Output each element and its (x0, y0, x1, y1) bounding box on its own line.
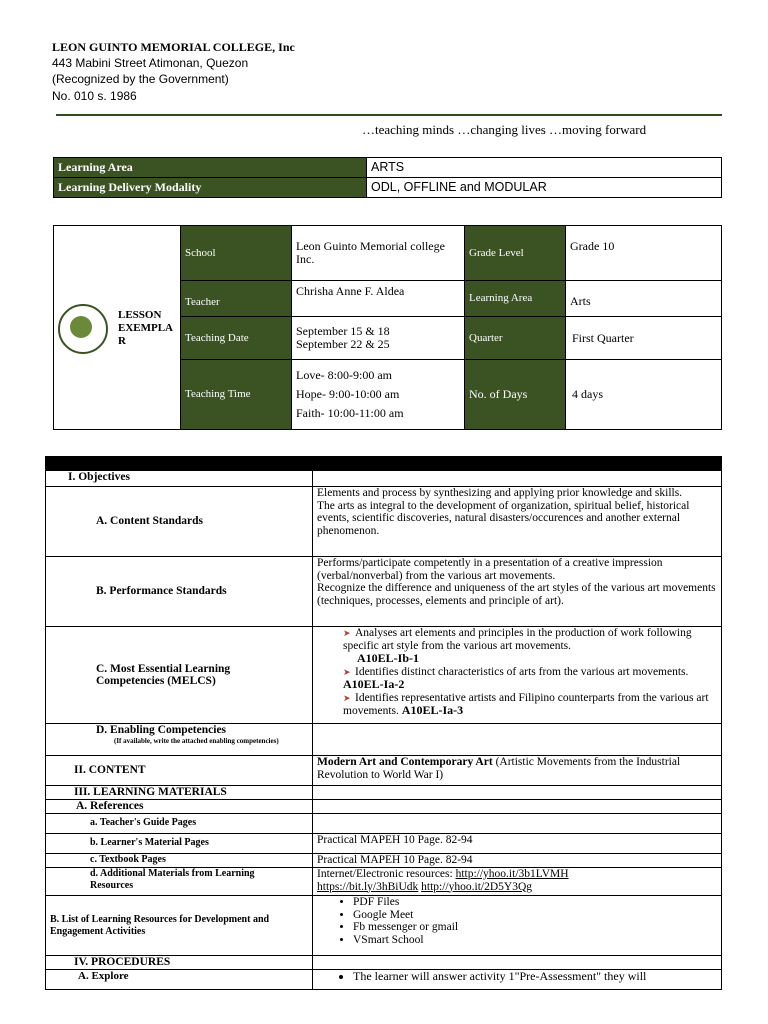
textbook-value: Practical MAPEH 10 Page. 82-94 (313, 854, 722, 868)
enabling-note: (If available, write the attached enabling competencies) (114, 736, 279, 745)
teacher-value: Chrisha Anne F. Aldea (292, 281, 465, 317)
performance-standards-value (313, 557, 722, 627)
additional-materials-value (313, 868, 722, 896)
school-value: Leon Guinto Memorial college Inc. (292, 226, 465, 281)
resource-link-3[interactable]: http://yhoo.it/2D5Y3Qg (421, 880, 533, 893)
explore-list (317, 970, 717, 983)
enabling-label-cell (46, 724, 313, 756)
learning-area-value: ARTS (367, 158, 722, 178)
explore-value (313, 970, 722, 990)
days-label: No. of Days (465, 360, 566, 430)
performance-standard-1: Performs/participate competently in a presentation of a creative impression (verbal/nonverbal) from the various art movements. (317, 557, 663, 582)
teaching-time-2: Hope- 9:00-10:00 am (296, 387, 400, 401)
teaching-date-value (292, 317, 465, 360)
modality-label: Learning Delivery Modality (54, 178, 367, 198)
learning-resources-label: B. List of Learning Resources for Development and Engagement Activities (46, 896, 313, 956)
content-standard-1: Elements and process by synthesizing and applying prior knowledge and skills. (317, 487, 683, 499)
additional-materials-prefix: Internet/Electronic resources: (317, 868, 456, 880)
arrow-bullet-icon: ➤ (343, 628, 351, 638)
arrow-bullet-icon: ➤ (343, 666, 351, 677)
school-label: School (181, 226, 292, 281)
references-heading: A. References (46, 800, 313, 814)
procedures-heading: IV. PROCEDURES (46, 956, 313, 970)
melc-text: Analyses art elements and principles in the production of work following specific art style from the various art movements. (343, 627, 692, 652)
enabling-value (313, 724, 722, 756)
main-table-header-bar (45, 456, 722, 470)
teaching-date-2: September 22 & 25 (296, 337, 390, 351)
modality-value: ODL, OFFLINE and MODULAR (367, 178, 722, 198)
motto: …teaching minds …changing lives …moving forward (362, 122, 647, 137)
teachers-guide-label: a. Teacher's Guide Pages (46, 814, 313, 834)
content-standards-value (313, 487, 722, 557)
school-number: No. 010 s. 1986 (52, 89, 137, 103)
content-topic: Modern Art and Contemporary Art (317, 756, 493, 768)
learning-area-table (53, 157, 722, 198)
school-recognition: (Recognized by the Government) (52, 72, 229, 86)
arrow-bullet-icon: ➤ (343, 692, 351, 703)
learning-resources-value (313, 896, 722, 956)
enabling-label: D. Enabling Competencies (96, 724, 227, 736)
days-value: 4 days (566, 360, 722, 430)
learners-material-value: Practical MAPEH 10 Page. 82-94 (313, 834, 722, 854)
learning-area-value-2: Arts (566, 281, 722, 317)
teachers-guide-value (313, 814, 722, 834)
lesson-plan-table (45, 470, 722, 990)
melc-text: Identifies representative artists and Filipino counterparts from the various art movements. (343, 691, 709, 717)
grade-label: Grade Level (465, 226, 566, 281)
melc-code: A10EL-Ia-2 (343, 677, 405, 691)
learning-resource-item: • Fb messenger or gmail (353, 921, 717, 934)
school-address: 443 Mabini Street Atimonan, Quezon (52, 56, 249, 70)
melcs-label: C. Most Essential Learning Competencies (MELCS) (46, 627, 313, 724)
teaching-date-label: Teaching Date (181, 317, 292, 360)
references-value (313, 800, 722, 814)
learning-resource-item: • PDF Files (353, 896, 717, 909)
quarter-value: First Quarter (566, 317, 722, 360)
school-name: LEON GUINTO MEMORIAL COLLEGE, Inc (52, 40, 295, 54)
lesson-header-cell (54, 226, 181, 430)
content-standard-2: The arts as integral to the development of organization, spiritual belief, historical events, scientific discoveries, natural disasters/occurences and another external phenomenon. (317, 499, 690, 537)
learning-resource-item: • VSmart School (353, 934, 717, 947)
procedures-value (313, 956, 722, 970)
teaching-date-1: September 15 & 18 (296, 324, 390, 338)
performance-standards-label: B. Performance Standards (46, 557, 313, 627)
learning-resource-item: • Google Meet (353, 909, 717, 922)
melc-code: A10EL-Ia-3 (401, 703, 464, 717)
objectives-value (313, 471, 722, 487)
objectives-heading: I. Objectives (46, 471, 313, 487)
lesson-title: LESSON EXEMPLA R (118, 309, 173, 347)
resource-link-1[interactable]: http://yhoo.it/3b1LVMH (455, 868, 569, 880)
college-seal-icon (58, 304, 108, 354)
teaching-time-value (292, 360, 465, 430)
melc-text: Identifies distinct characteristics of arts from the various art movements. (355, 665, 689, 678)
teaching-time-3: Faith- 10:00-11:00 am (296, 406, 404, 420)
header-divider (56, 114, 722, 116)
melc-code: A10EL-Ib-1 (357, 651, 420, 665)
content-standards-label: A. Content Standards (46, 487, 313, 557)
teacher-label: Teacher (181, 281, 292, 317)
learning-area-label: Learning Area (54, 158, 367, 178)
resource-link-2[interactable]: https://bit.ly/3hBiUdk (317, 880, 419, 893)
learning-materials-value (313, 786, 722, 800)
melc-item (343, 692, 717, 718)
melc-item (343, 666, 717, 692)
teaching-time-label: Teaching Time (181, 360, 292, 430)
explore-item: • The learner will answer activity 1"Pre-Assessment" they will (353, 970, 717, 983)
content-heading: II. CONTENT (46, 756, 313, 786)
performance-standard-2: Recognize the difference and uniqueness of the art styles of the various art movements (techniques, processes, elements and principle of art). (317, 582, 716, 607)
learners-material-label: b. Learner's Material Pages (46, 834, 313, 854)
melc-item (343, 627, 717, 666)
grade-value: Grade 10 (566, 226, 722, 281)
melcs-value (313, 627, 722, 724)
learning-materials-heading: III. LEARNING MATERIALS (46, 786, 313, 800)
learning-resources-list (317, 896, 717, 946)
learning-area-label-2: Learning Area (465, 281, 566, 317)
textbook-label: c. Textbook Pages (46, 854, 313, 868)
lesson-exemplar-table (53, 225, 722, 430)
additional-materials-label: d. Additional Materials from Learning Resources (46, 868, 313, 896)
content-topic-detail: (Artistic Movements from the Industrial Revolution to World War I) (317, 756, 681, 781)
quarter-label: Quarter (465, 317, 566, 360)
content-value (313, 756, 722, 786)
explore-label: A. Explore (46, 970, 313, 990)
teaching-time-1: Love- 8:00-9:00 am (296, 368, 392, 382)
